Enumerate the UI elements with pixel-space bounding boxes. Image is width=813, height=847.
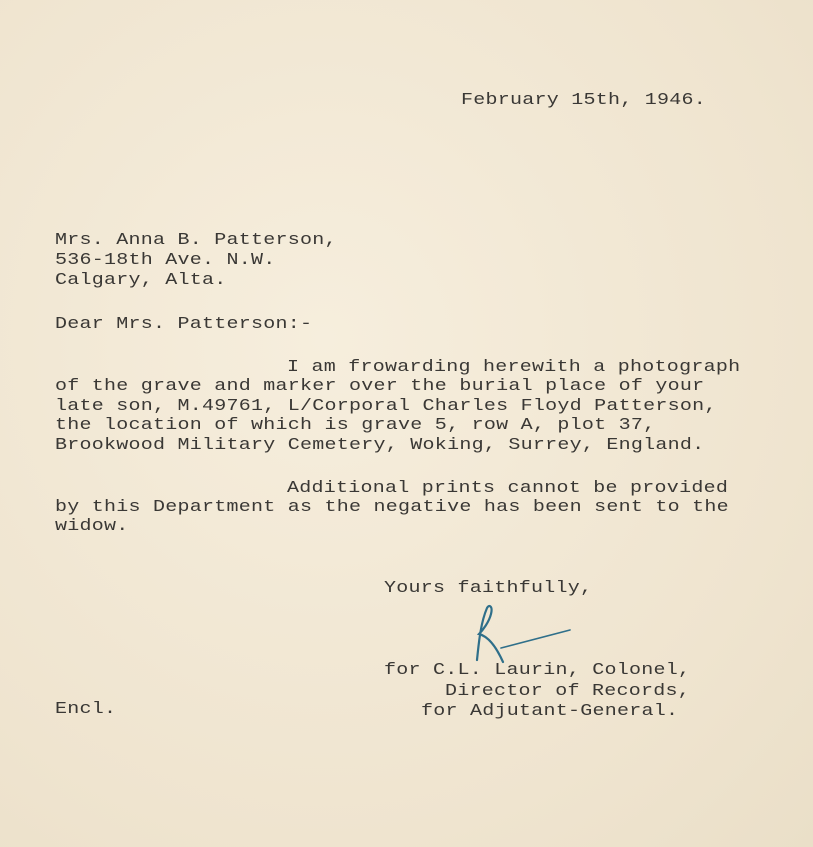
body-line: I am frowarding herewith a photograph [287,357,741,377]
enclosure-note: Encl. [55,699,117,719]
letter-date: February 15th, 1946. [461,90,707,110]
recipient-city: Calgary, Alta. [55,270,227,290]
body-line: the location of which is grave 5, row A, plot 37, [55,415,656,435]
closing: Yours faithfully, [384,578,593,598]
recipient-name: Mrs. Anna B. Patterson, [55,230,337,250]
body-line: of the grave and marker over the burial place of your [55,376,705,396]
signature-line: for C.L. Laurin, Colonel, [384,660,691,680]
signature-line: for Adjutant-General. [421,701,679,721]
body-line: late son, M.49761, L/Corporal Charles Floyd Patterson, [55,396,717,416]
signature-line: Director of Records, [445,681,691,701]
body-line: by this Department as the negative has been sent to the [55,497,729,517]
salutation: Dear Mrs. Patterson:- [55,314,313,334]
recipient-street: 536-18th Ave. N.W. [55,250,276,270]
body-line: Additional prints cannot be provided [287,478,729,498]
body-line: Brookwood Military Cemetery, Woking, Surrey, England. [55,435,705,455]
body-line: widow. [55,516,129,536]
